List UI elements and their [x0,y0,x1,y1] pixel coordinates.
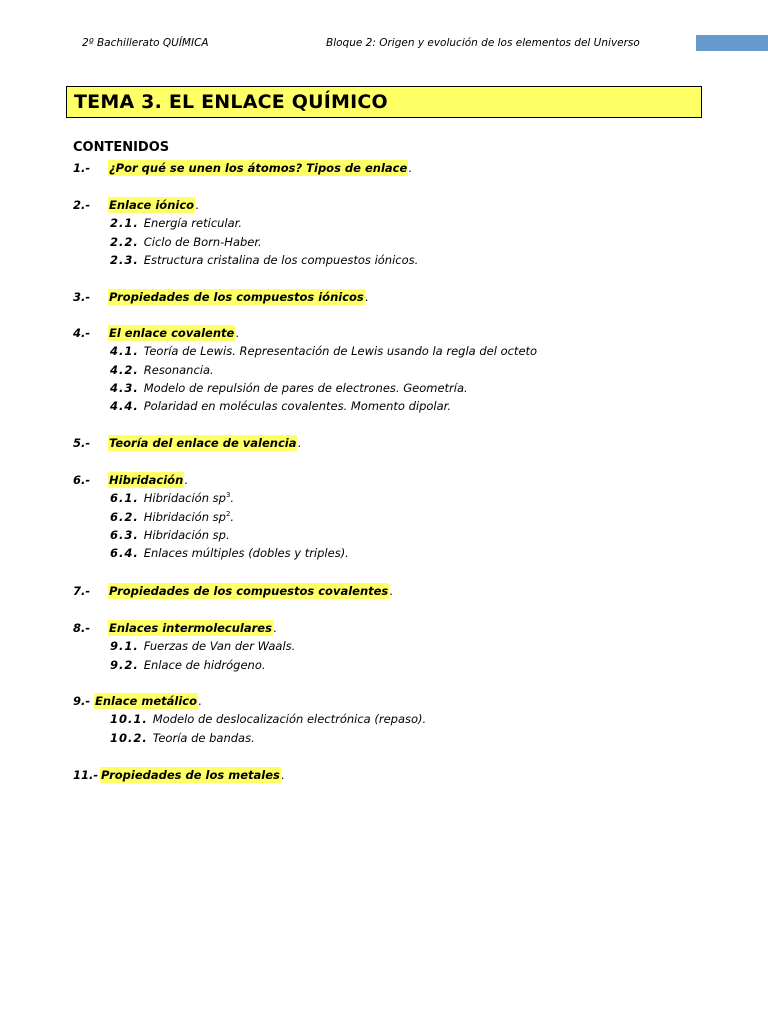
section-title-period: . [195,198,199,212]
section-number: 1.- [73,161,91,175]
subsection-text: Polaridad en moléculas covalentes. Momento dipolar. [143,399,451,414]
page-header [0,37,768,51]
subsection-number: 9.1. [110,639,144,654]
section-title: Propiedades de los compuestos iónicos [109,290,364,304]
section-title-period: . [297,436,302,450]
section-title-period: . [184,473,188,487]
section-title: Teoría del enlace de valencia [109,436,297,450]
subsection-number: 9.2. [110,657,144,672]
subsection-number: 6.3. [110,527,144,542]
contents-heading: CONTENIDOS [73,140,170,155]
section-title-period: . [235,326,239,340]
subsection-text: Enlaces múltiples (dobles y triples). [143,546,349,561]
section-title: Propiedades de los compuestos covalentes [109,584,389,598]
subsection-item [110,731,255,745]
subsection-item [110,216,242,230]
section-title-period: . [198,694,202,708]
section-number: 3.- [73,290,91,304]
subsection-item [110,528,230,542]
subsection-text: Fuerzas de Van der Waals. [143,639,296,654]
section-number: 8.- [73,621,91,635]
section-number: 6.- [73,473,91,487]
subsection-item [110,399,451,413]
section-title: Propiedades de los metales [101,768,280,782]
header-block-title: Bloque 2: Origen y evolución de los elementos del Universo [326,37,640,49]
section-number: 7.- [73,584,91,598]
section-title-period: . [280,768,285,782]
subsection-number: 6.2. [110,509,144,524]
subsection-text: Teoría de bandas. [152,730,255,745]
section-number: 5.- [73,436,91,450]
subsection-text: Modelo de repulsión de pares de electrones. Geometría. [143,380,468,395]
subsection-item [110,491,234,505]
subsection-number: 4.4. [110,399,144,414]
superscript: 3 [225,491,231,500]
subsection-number: 4.2. [110,362,144,377]
subsection-number: 4.3. [110,380,144,395]
subsection-number: 2.1. [110,216,144,231]
subsection-text: Ciclo de Born-Haber. [143,234,262,249]
section-title: Enlace iónico [109,198,195,212]
subsection-item [110,510,234,524]
subsection-item [110,235,262,249]
section-title: Enlaces intermoleculares [109,621,272,635]
header-accent-bar [696,35,768,51]
header-course: 2º Bachillerato QUÍMICA [82,37,209,49]
subsection-item [110,639,295,653]
section-title: El enlace covalente [109,326,235,340]
subsection-period: . [230,491,235,506]
subsection-number: 10.1. [110,712,153,727]
subsection-item [110,658,266,672]
subsection-text: Modelo de deslocalización electrónica (repaso). [152,712,427,727]
section-number: 4.- [73,326,91,340]
section-number: 11.- [73,768,99,782]
section-title: Hibridación [109,473,184,487]
subsection-item [110,381,468,395]
subsection-number: 6.4. [110,546,144,561]
subsection-item [110,712,426,726]
subsection-item [110,253,418,267]
subsection-period: . [230,509,235,524]
subsection-text: Energía reticular. [143,216,242,231]
subsection-item [110,546,349,560]
subsection-number: 10.2. [110,730,153,745]
section-number: 9.- [73,694,91,708]
section-title-period: . [272,621,277,635]
superscript: 2 [225,509,231,518]
subsection-text: Enlace de hidrógeno. [143,657,266,672]
section-title-period: . [408,161,412,175]
subsection-number: 2.2. [110,234,144,249]
title-box [66,86,702,118]
subsection-number: 2.3. [110,252,144,267]
subsection-item [110,363,214,377]
subsection-text: Hibridación sp. [143,527,230,542]
subsection-text: Teoría de Lewis. Representación de Lewis usando la regla del octeto [143,344,538,359]
subsection-number: 6.1. [110,491,144,506]
page-title: TEMA 3. EL ENLACE QUÍMICO [74,91,388,113]
section-number: 2.- [73,198,91,212]
subsection-text: Hibridación sp [143,509,226,524]
subsection-text: Hibridación sp [143,491,226,506]
section-title: Enlace metálico [95,694,198,708]
subsection-text: Estructura cristalina de los compuestos iónicos. [143,252,419,267]
section-title: ¿Por qué se unen los átomos? Tipos de enlace [109,161,408,175]
section-title-period: . [364,290,369,304]
subsection-number: 4.1. [110,344,144,359]
subsection-item [110,344,537,358]
section-title-period: . [389,584,393,598]
subsection-text: Resonancia. [143,362,214,377]
